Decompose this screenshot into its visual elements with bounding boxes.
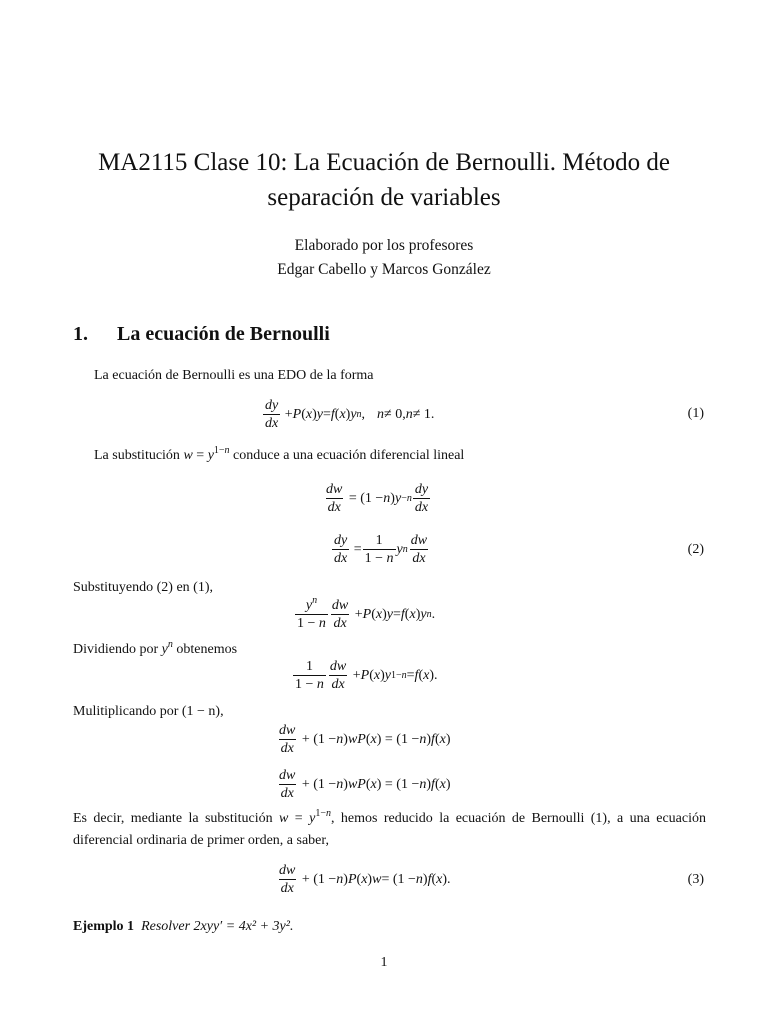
authors-line-1: Elaborado por los profesores [294, 237, 474, 254]
equation-divided: $\frac{1}{1 - n}$ $\frac{dw}{dx}$ + P ( x ) y 1−n = f ( x ). [295, 659, 438, 692]
paragraph-intro: La ecuación de Bernoulli es una EDO de la forma [94, 368, 374, 383]
equation-dw-dx: $\frac{dw}{dx}$ = (1 − n ) y −n $\frac{dy}{dx}$ [326, 482, 429, 515]
example-label: Ejemplo 1 [73, 919, 135, 934]
title-line-2: separación de variables [267, 184, 501, 211]
paragraph-dividing: Dividiendo por $y^n$ obtenemos [73, 639, 238, 657]
equation-substituted: $\frac{y^n}{1 - n}$ $\frac{dw}{dx}$ + P ( x ) y = f ( x ) y n . [297, 595, 436, 631]
paragraph-conclusion: Es decir, mediante la substitución $w = y^{1-n}$, hemos reducido la ecuación de Bernoulli (1), a una ecuación diferencial ordinaria de primer orden, a saber, [73, 808, 706, 848]
paragraph-multiplying: Mulitiplicando por (1 − n), [73, 704, 224, 719]
authors-block [60, 234, 708, 282]
section-heading [73, 323, 330, 346]
title-line-1: MA2115 Clase 10: La Ecuación de Bernoulli. Método de [98, 149, 670, 176]
equation-3: $\frac{dw}{dx}$ + (1 − n ) P ( x ) w = (1 − n ) f ( x ). [279, 863, 451, 896]
paragraph-substituting: Substituyendo (2) en (1), [73, 580, 213, 595]
paragraph-substitution: La substitución $w = y^{1-n}$ conduce a una ecuación diferencial lineal [94, 445, 465, 463]
equation-number-2: (2) [687, 542, 704, 557]
page-number: 1 [380, 955, 388, 970]
page-title [60, 145, 708, 215]
equation-multiplied-2: $\frac{dw}{dx}$ + (1 − n ) wP ( x ) = (1 − n ) f ( x ) [279, 768, 451, 801]
section-title: La ecuación de Bernoulli [117, 323, 330, 345]
section-number: 1. [73, 323, 88, 345]
equation-number-3: (3) [687, 872, 704, 887]
equation-2: $\frac{dy}{dx}$ = $\frac{1}{1 - n}$ y n $\frac{dw}{dx}$ [334, 533, 428, 566]
example-1 [73, 916, 706, 938]
authors-line-2: Edgar Cabello y Marcos González [277, 261, 491, 278]
equation-1: $\frac{dy}{dx}$ + P ( x ) y = f ( x ) y n , n ≠ 0, n ≠ 1. [265, 398, 435, 431]
equation-number-1: (1) [687, 406, 704, 421]
equation-multiplied-1: $\frac{dw}{dx}$ + (1 − n ) wP ( x ) = (1 − n ) f ( x ) [279, 723, 451, 756]
example-statement: Resolver 2xyy′ = 4x² + 3y². [141, 919, 294, 934]
